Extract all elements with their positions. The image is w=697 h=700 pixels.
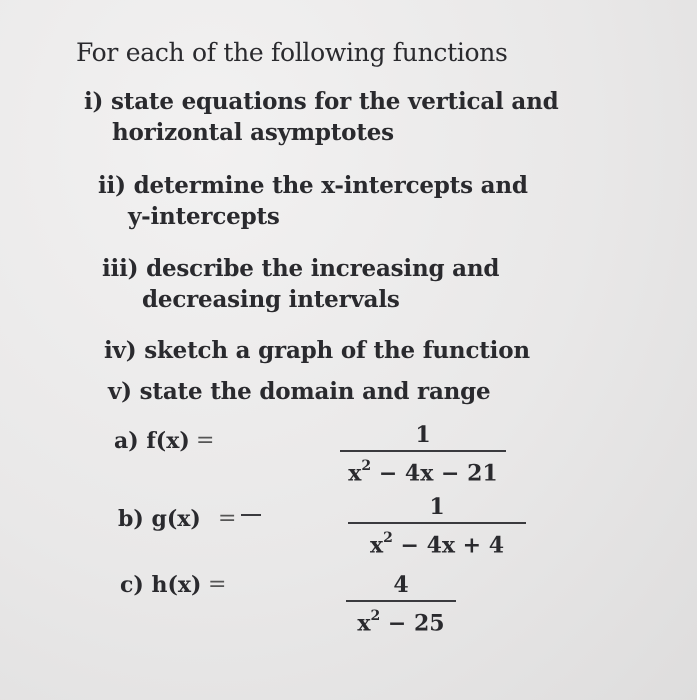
function-b-fraction [348,494,526,558]
task-item-ii [98,170,528,232]
task-item-i [84,86,558,148]
fraction-bar [340,450,506,452]
fraction-bar [346,600,456,602]
task-item-iii [102,253,499,315]
function-c-label: c) h(x) [120,572,202,598]
fraction-bar [348,522,526,524]
function-c-fraction [346,572,456,636]
task-item-iii-line2: decreasing intervals [142,286,400,313]
function-b-denominator: $x^2 - 4x + 4$ [369,530,505,559]
task-item-iv-line1: iv) sketch a graph of the function [104,337,530,364]
instructions-heading: For each of the following functions [76,38,508,67]
task-item-v-line1: v) state the domain and range [108,378,491,405]
function-c-equals: = [208,572,227,597]
function-a-label: a) f(x) [114,428,190,454]
function-b-label: b) g(x) [118,506,201,532]
task-item-iv [104,335,530,366]
task-item-ii-line2: y-intercepts [128,203,280,230]
task-item-ii-line1: ii) determine the x-intercepts and [98,172,528,199]
negative-sign [241,514,261,516]
function-a-fraction [340,422,506,486]
function-a-numerator: 1 [415,422,431,448]
task-item-iii-line1: iii) describe the increasing and [102,255,500,282]
function-b-numerator: 1 [429,494,445,520]
function-c-denominator: $x^2 - 25$ [357,608,445,637]
task-item-v [108,376,490,407]
function-b-equals: = [218,506,237,531]
task-item-i-line1: i) state equations for the vertical and [84,88,559,115]
task-item-i-line2: horizontal asymptotes [112,119,394,146]
function-c-numerator: 4 [393,572,409,598]
function-a-equals: = [196,428,215,453]
function-a-denominator: $x^2 - 4x - 21$ [348,458,498,487]
